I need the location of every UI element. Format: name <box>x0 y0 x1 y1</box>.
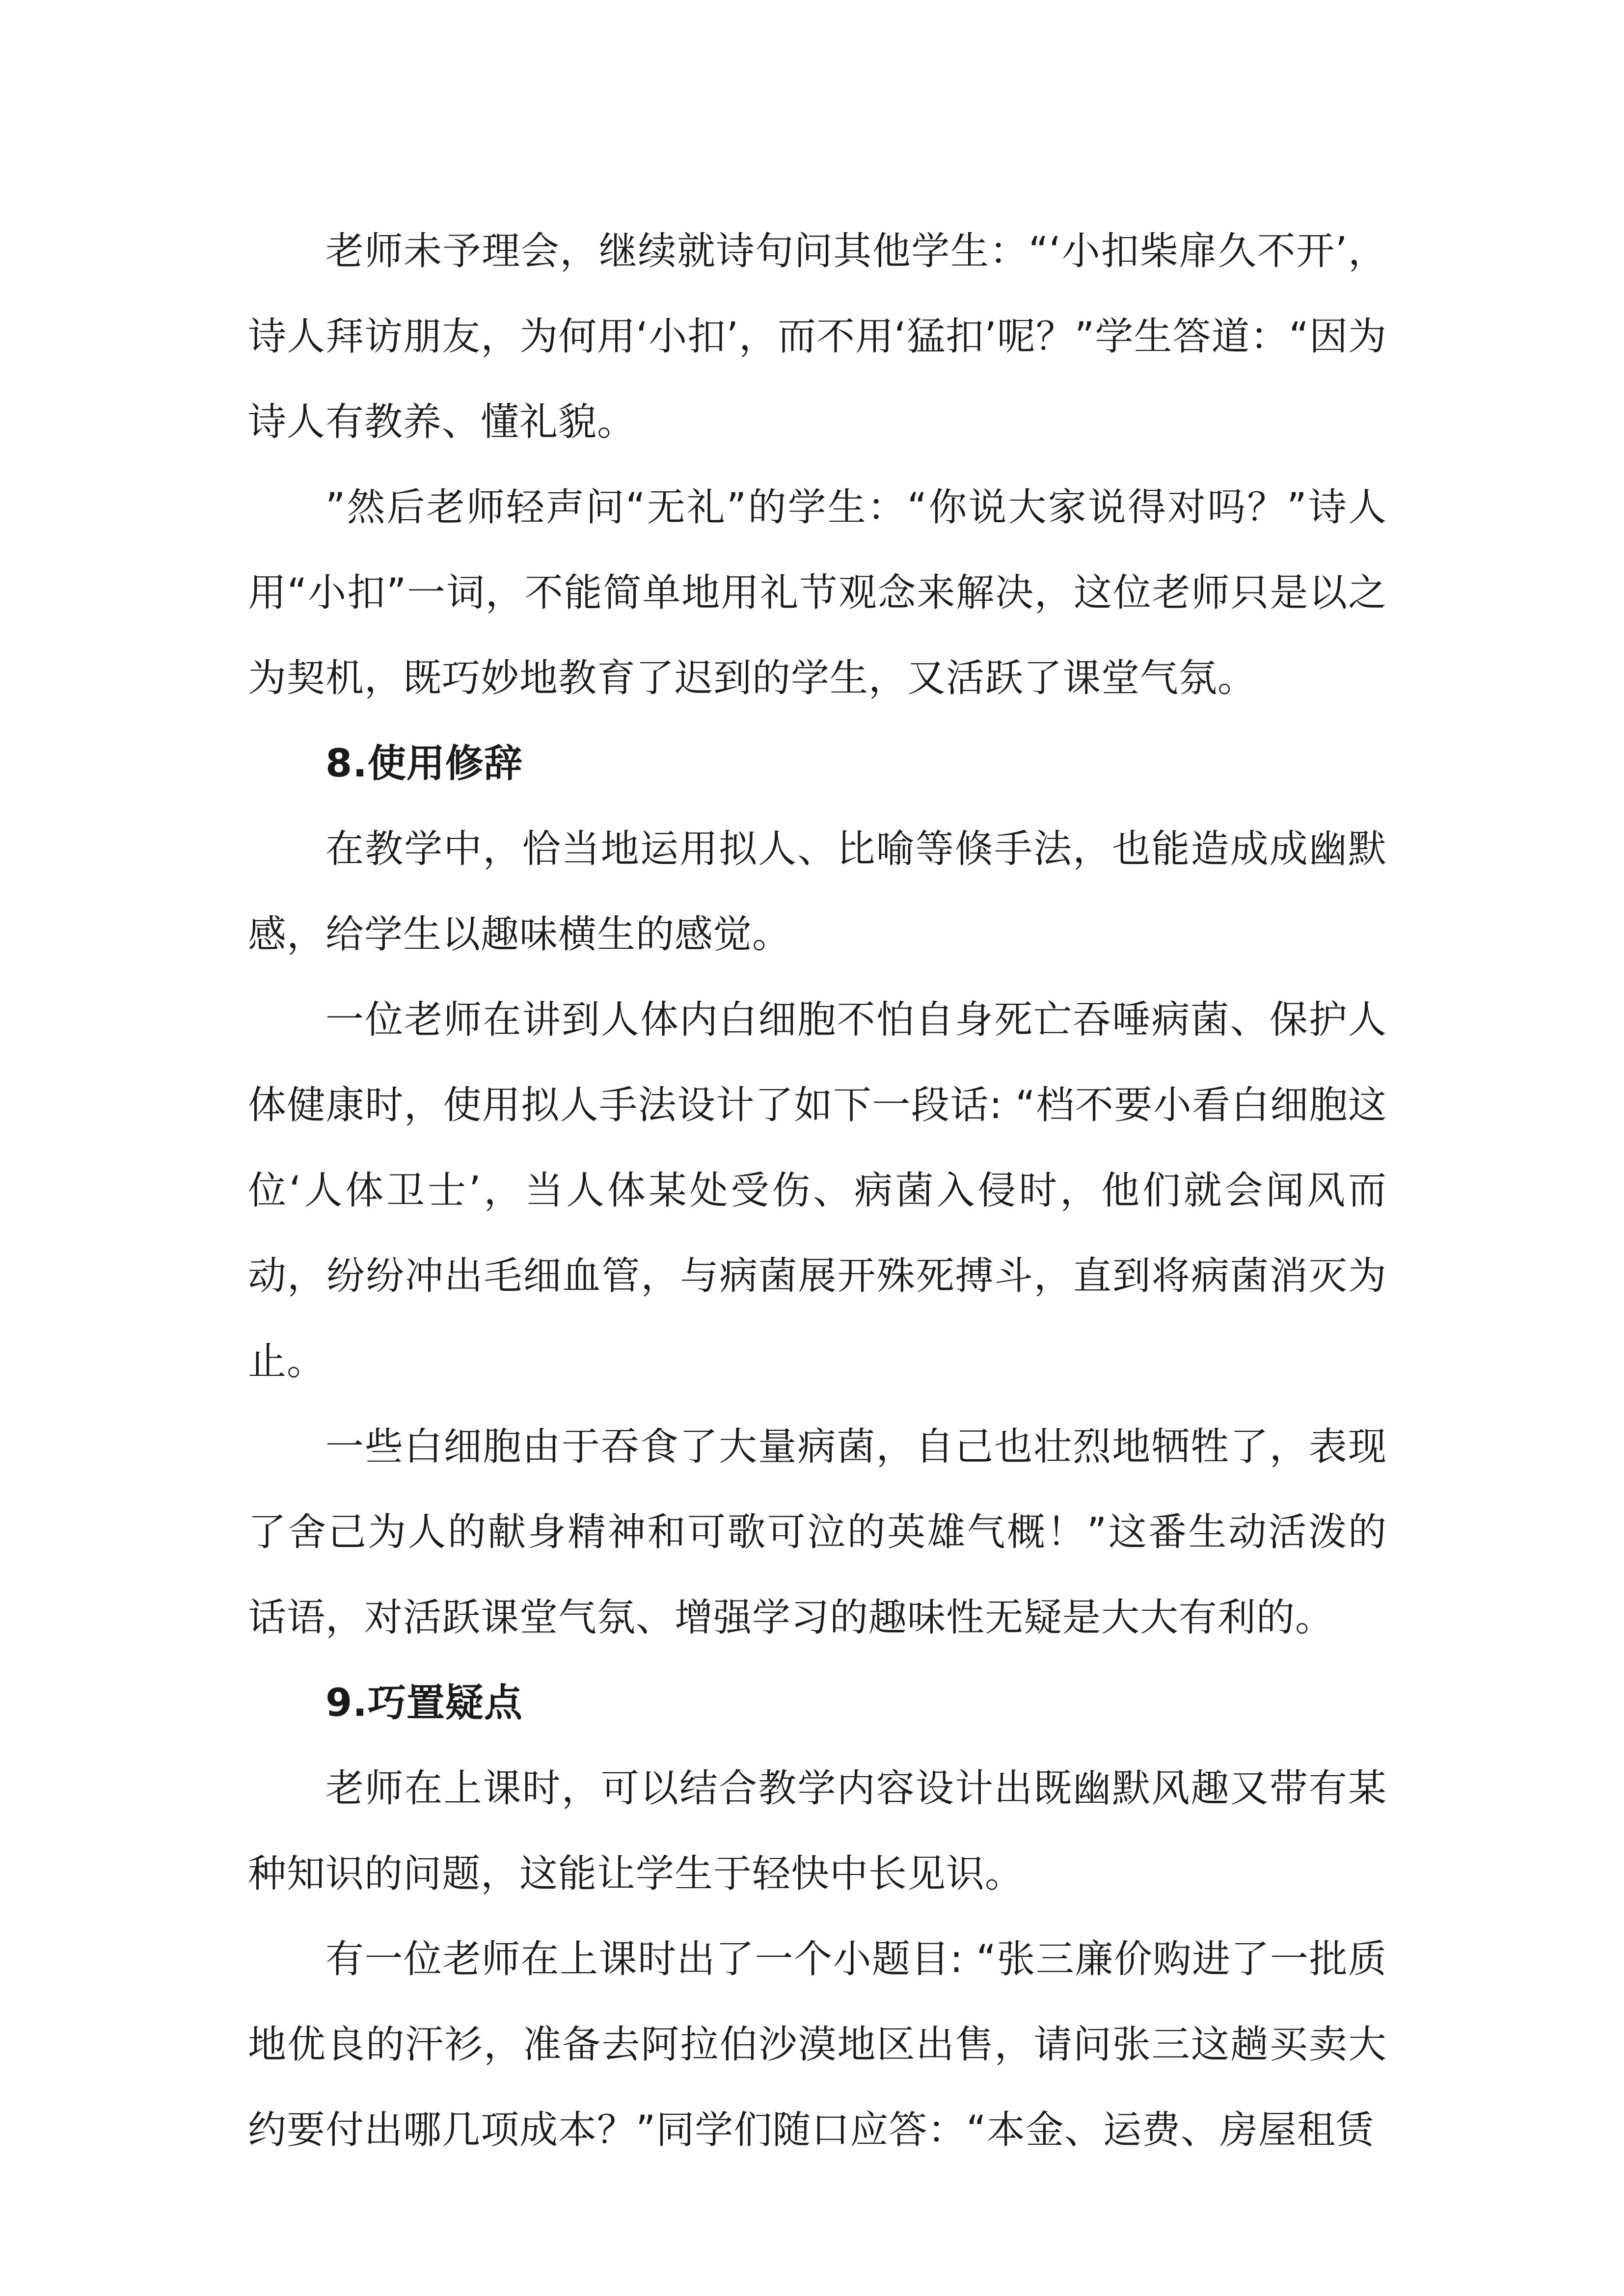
paragraph: 老师未予理会，继续就诗句问其他学生：“‘小扣柴扉久不开’，诗人拜访朋友，为何用‘小扣’，而不用‘猛扣’呢？”学生答道：“因为诗人有教养、懂礼貌。 <box>248 229 1387 444</box>
section-heading: 9.巧置疑点 <box>325 1681 523 1725</box>
paragraph: 老师在上课时，可以结合教学内容设计出既幽默风趣又带有某种知识的问题，这能让学生于轻快中长见识。 <box>248 1766 1387 1896</box>
paragraph: 在教学中，恰当地运用拟人、比喻等倏手法，也能造成成幽默感，给学生以趣味横生的感觉。 <box>248 827 1387 957</box>
paragraph: ”然后老师轻声问“无礼”的学生：“你说大家说得对吗？”诗人用“小扣”一词，不能简单地用礼节观念来解决，这位老师只是以之为契机，既巧妙地教育了迟到的学生，又活跃了课堂气氛。 <box>248 485 1387 700</box>
paragraph: 一些白细胞由于吞食了大量病菌，自己也壮烈地牺牲了，表现了舍己为人的献身精神和可歌可泣的英雄气概！”这番生动活泼的话语，对活跃课堂气氛、增强学习的趣味性无疑是大大有利的。 <box>248 1425 1387 1640</box>
section-heading: 8.使用修辞 <box>325 742 523 786</box>
paragraph: 一位老师在讲到人体内白细胞不怕自身死亡吞唾病菌、保护人体健康时，使用拟人手法设计了如下一段话: “档不要小看白细胞这位‘人体卫士’，当人体某处受伤、病菌入侵时，他们就会闻风而动，纷纷冲出毛细血管，与病菌展开殊死搏斗，直到将病菌消灭为止。 <box>248 998 1387 1384</box>
document-body <box>248 209 1387 2173</box>
paragraph: 有一位老师在上课时出了一个小题目: “张三廉价购进了一批质地优良的汗衫，准备去阿拉伯沙漠地区出售，请问张三这趟买卖大约要付出哪几项成本？”同学们随口应答：“本金、运费、房屋租赁 <box>248 1937 1387 2152</box>
